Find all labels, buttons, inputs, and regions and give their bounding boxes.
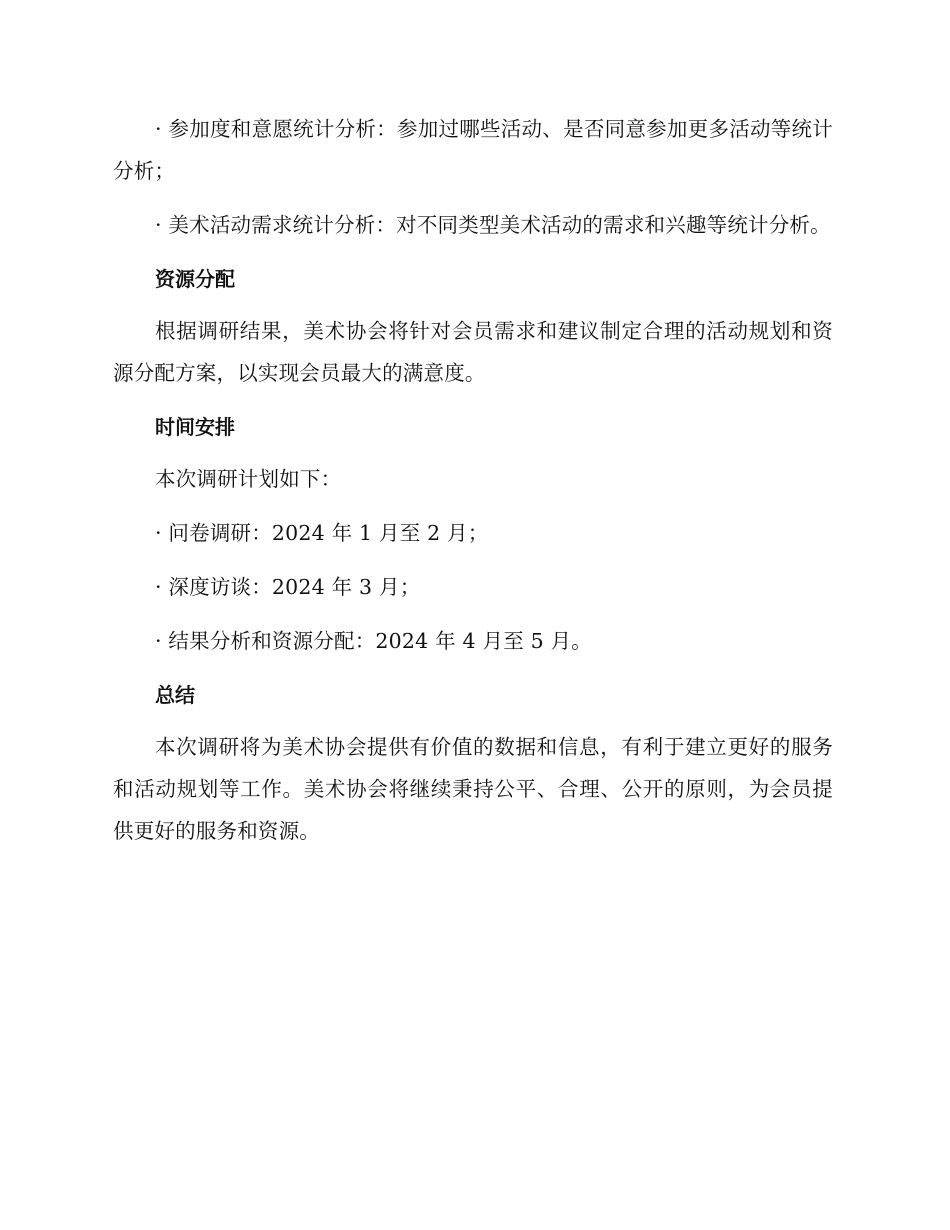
bullet-questionnaire: · 问卷调研：2024 年 1 月至 2 月； — [155, 521, 489, 545]
section-heading-schedule: 时间安排 — [155, 415, 235, 439]
document-body — [113, 108, 833, 852]
bullet-art-demand-analysis: · 美术活动需求统计分析：对不同类型美术活动的需求和兴趣等统计分析。 — [155, 213, 831, 237]
section-heading-summary: 总结 — [155, 683, 195, 707]
bullet-result-analysis: · 结果分析和资源分配：2024 年 4 月至 5 月。 — [155, 629, 592, 653]
paragraph-schedule-intro: 本次调研计划如下： — [155, 467, 342, 491]
bullet-interview: · 深度访谈：2024 年 3 月； — [155, 575, 421, 599]
bullet-participation-analysis: · 参加度和意愿统计分析：参加过哪些活动、是否同意参加更多活动等统计分析； — [113, 117, 833, 183]
paragraph-resource-allocation: 根据调研结果，美术协会将针对会员需求和建议制定合理的活动规划和资源分配方案，以实现会员最大的满意度。 — [113, 319, 833, 385]
section-heading-resource-allocation: 资源分配 — [155, 267, 235, 291]
paragraph-summary: 本次调研将为美术协会提供有价值的数据和信息，有利于建立更好的服务和活动规划等工作。美术协会将继续秉持公平、合理、公开的原则，为会员提供更好的服务和资源。 — [113, 735, 833, 843]
